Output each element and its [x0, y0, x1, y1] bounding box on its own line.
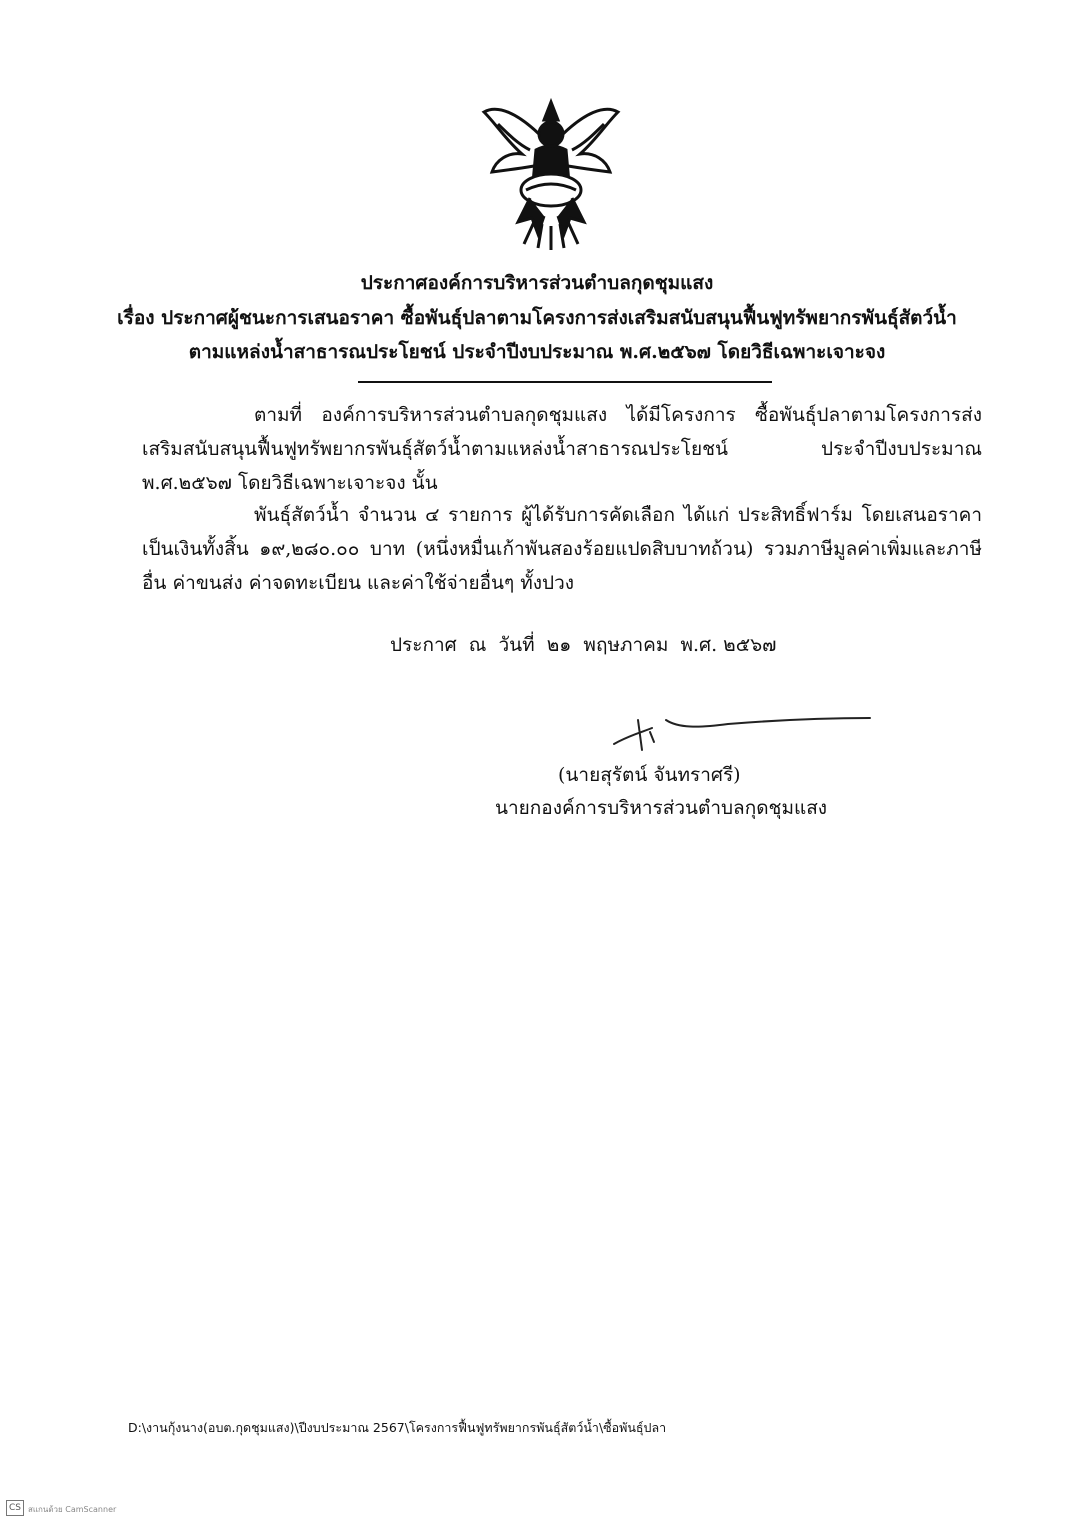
announcement-date: ประกาศ ณ วันที่ ๒๑ พฤษภาคม พ.ศ. ๒๕๖๗: [390, 634, 777, 656]
file-path-footer: D:\งานกุ้งนาง(อบต.กุดชุมแสง)\ปีงบประมาณ 2567\โครงการฟื้นฟูทรัพยากรพันธุ์สัตว์น้ำ\ซื้อพันธุ์ปลา: [128, 1420, 667, 1435]
announcement-subject-continued: ตามแหล่งน้ำสาธารณประโยชน์ ประจำปีงบประมาณ พ.ศ.๒๕๖๗ โดยวิธีเฉพาะเจาะจง: [188, 341, 886, 363]
body-paragraph-1: ตามที่ องค์การบริหารส่วนตำบลกุดชุมแสง ได้มีโครงการ ซื้อพันธุ์ปลาตามโครงการส่งเสริมสนับสนุนฟื้นฟูทรัพยากรพันธุ์สัตว์น้ำตามแหล่งน้ำสาธารณประโยชน์ ประจำปีงบประมาณ พ.ศ.๒๕๖๗ โดยวิธีเฉพาะเจาะจง นั้น: [142, 404, 982, 494]
signer-name: (นายสุรัตน์ จันทราศรี): [558, 764, 741, 786]
camscanner-logo-icon: CS: [6, 1500, 24, 1516]
divider-line: [358, 381, 772, 383]
announcement-subject: เรื่อง ประกาศผู้ชนะการเสนอราคา ซื้อพันธุ์ปลาตามโครงการส่งเสริมสนับสนุนฟื้นฟูทรัพยากรพันธุ์สัตว์น้ำ: [117, 307, 957, 329]
garuda-emblem-icon: [478, 94, 624, 254]
handwritten-signature: [608, 706, 878, 752]
body-paragraph-2: พันธุ์สัตว์น้ำ จำนวน ๔ รายการ ผู้ได้รับการคัดเลือก ได้แก่ ประสิทธิ์ฟาร์ม โดยเสนอราคา เป็นเงินทั้งสิ้น ๑๙,๒๘๐.๐๐ บาท (หนึ่งหมื่นเก้าพันสองร้อยแปดสิบบาทถ้วน) รวมภาษีมูลค่าเพิ่มและภาษีอื่น ค่าขนส่ง ค่าจดทะเบียน และค่าใช้จ่ายอื่นๆ ทั้งปวง: [142, 504, 982, 594]
announcement-title: ประกาศองค์การบริหารส่วนตำบลกุดชุมแสง: [360, 272, 714, 294]
signer-title: นายกองค์การบริหารส่วนตำบลกุดชุมแสง: [495, 797, 828, 819]
camscanner-label: สแกนด้วย CamScanner: [28, 1505, 117, 1514]
